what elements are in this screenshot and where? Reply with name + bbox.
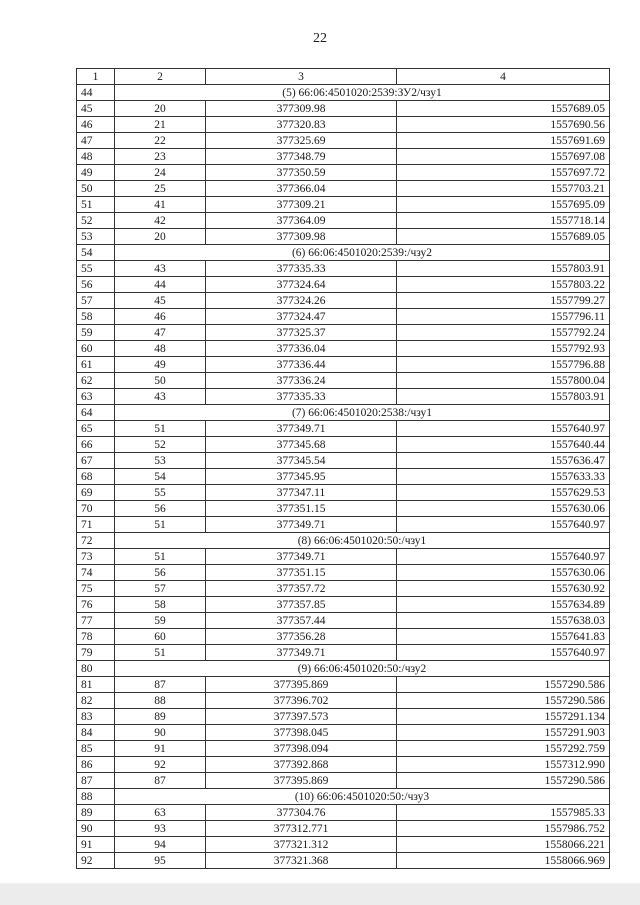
y-coordinate-cell: 1557689.05 xyxy=(397,101,610,117)
x-coordinate-cell: 377351.15 xyxy=(206,501,397,517)
x-coordinate-cell: 377396.702 xyxy=(206,693,397,709)
point-number-cell: 47 xyxy=(115,325,206,341)
row-number-cell: 71 xyxy=(77,517,115,533)
y-coordinate-cell: 1557796.88 xyxy=(397,357,610,373)
table-row xyxy=(77,357,610,373)
x-coordinate-cell: 377364.09 xyxy=(206,213,397,229)
y-coordinate-cell: 1557630.92 xyxy=(397,581,610,597)
point-number-cell: 93 xyxy=(115,821,206,837)
x-coordinate-cell: 377395.869 xyxy=(206,773,397,789)
table-row xyxy=(77,421,610,437)
y-coordinate-cell: 1557638.03 xyxy=(397,613,610,629)
x-coordinate-cell: 377349.71 xyxy=(206,549,397,565)
x-coordinate-cell: 377336.04 xyxy=(206,341,397,357)
row-number-cell: 75 xyxy=(77,581,115,597)
point-number-cell: 45 xyxy=(115,293,206,309)
point-number-cell: 53 xyxy=(115,453,206,469)
section-row xyxy=(77,405,610,421)
row-number-cell: 82 xyxy=(77,693,115,709)
point-number-cell: 25 xyxy=(115,181,206,197)
row-number-cell: 80 xyxy=(77,661,115,677)
row-number-cell: 85 xyxy=(77,741,115,757)
point-number-cell: 43 xyxy=(115,261,206,277)
row-number-cell: 47 xyxy=(77,133,115,149)
point-number-cell: 63 xyxy=(115,805,206,821)
y-coordinate-cell: 1557792.24 xyxy=(397,325,610,341)
y-coordinate-cell: 1557803.91 xyxy=(397,261,610,277)
x-coordinate-cell: 377348.79 xyxy=(206,149,397,165)
x-coordinate-cell: 377397.573 xyxy=(206,709,397,725)
table-row xyxy=(77,277,610,293)
table-row xyxy=(77,309,610,325)
point-number-cell: 94 xyxy=(115,837,206,853)
point-number-cell: 51 xyxy=(115,549,206,565)
x-coordinate-cell: 377366.04 xyxy=(206,181,397,197)
x-coordinate-cell: 377309.98 xyxy=(206,229,397,245)
row-number-cell: 86 xyxy=(77,757,115,773)
point-number-cell: 44 xyxy=(115,277,206,293)
y-coordinate-cell: 1557630.06 xyxy=(397,565,610,581)
x-coordinate-cell: 377345.95 xyxy=(206,469,397,485)
table-row xyxy=(77,389,610,405)
x-coordinate-cell: 377357.72 xyxy=(206,581,397,597)
x-coordinate-cell: 377309.98 xyxy=(206,101,397,117)
table-row xyxy=(77,517,610,533)
point-number-cell: 89 xyxy=(115,709,206,725)
point-number-cell: 50 xyxy=(115,373,206,389)
point-number-cell: 24 xyxy=(115,165,206,181)
table-row xyxy=(77,469,610,485)
row-number-cell: 88 xyxy=(77,789,115,805)
point-number-cell: 23 xyxy=(115,149,206,165)
x-coordinate-cell: 377398.094 xyxy=(206,741,397,757)
y-coordinate-cell: 1557796.11 xyxy=(397,309,610,325)
row-number-cell: 57 xyxy=(77,293,115,309)
x-coordinate-cell: 377321.312 xyxy=(206,837,397,853)
row-number-cell: 66 xyxy=(77,437,115,453)
point-number-cell: 91 xyxy=(115,741,206,757)
table-row xyxy=(77,165,610,181)
point-number-cell: 41 xyxy=(115,197,206,213)
y-coordinate-cell: 1557641.83 xyxy=(397,629,610,645)
y-coordinate-cell: 1558066.221 xyxy=(397,837,610,853)
x-coordinate-cell: 377345.54 xyxy=(206,453,397,469)
table-row xyxy=(77,117,610,133)
table-row xyxy=(77,613,610,629)
table-row xyxy=(77,645,610,661)
y-coordinate-cell: 1557312.990 xyxy=(397,757,610,773)
x-coordinate-cell: 377357.85 xyxy=(206,597,397,613)
table-row xyxy=(77,821,610,837)
row-number-cell: 58 xyxy=(77,309,115,325)
row-number-cell: 84 xyxy=(77,725,115,741)
point-number-cell: 56 xyxy=(115,501,206,517)
point-number-cell: 88 xyxy=(115,693,206,709)
y-coordinate-cell: 1557291.134 xyxy=(397,709,610,725)
x-coordinate-cell: 377325.37 xyxy=(206,325,397,341)
row-number-cell: 70 xyxy=(77,501,115,517)
point-number-cell: 54 xyxy=(115,469,206,485)
table-row xyxy=(77,773,610,789)
row-number-cell: 89 xyxy=(77,805,115,821)
point-number-cell: 55 xyxy=(115,485,206,501)
point-number-cell: 87 xyxy=(115,677,206,693)
table-row xyxy=(77,725,610,741)
y-coordinate-cell: 1557986.752 xyxy=(397,821,610,837)
y-coordinate-cell: 1557703.21 xyxy=(397,181,610,197)
row-number-cell: 51 xyxy=(77,197,115,213)
y-coordinate-cell: 1557640.97 xyxy=(397,549,610,565)
y-coordinate-cell: 1557691.69 xyxy=(397,133,610,149)
y-coordinate-cell: 1557630.06 xyxy=(397,501,610,517)
table-row xyxy=(77,453,610,469)
table-row xyxy=(77,677,610,693)
section-row xyxy=(77,85,610,101)
x-coordinate-cell: 377324.26 xyxy=(206,293,397,309)
point-number-cell: 22 xyxy=(115,133,206,149)
y-coordinate-cell: 1557697.72 xyxy=(397,165,610,181)
row-number-cell: 90 xyxy=(77,821,115,837)
table-row xyxy=(77,181,610,197)
row-number-cell: 52 xyxy=(77,213,115,229)
table-row xyxy=(77,373,610,389)
x-coordinate-cell: 377345.68 xyxy=(206,437,397,453)
point-number-cell: 49 xyxy=(115,357,206,373)
row-number-cell: 61 xyxy=(77,357,115,373)
y-coordinate-cell: 1557697.08 xyxy=(397,149,610,165)
row-number-cell: 92 xyxy=(77,853,115,869)
x-coordinate-cell: 377324.47 xyxy=(206,309,397,325)
y-coordinate-cell: 1557985.33 xyxy=(397,805,610,821)
point-number-cell: 90 xyxy=(115,725,206,741)
point-number-cell: 48 xyxy=(115,341,206,357)
section-title-cell: (7) 66:06:4501020:2538:/чзу1 xyxy=(115,405,610,421)
y-coordinate-cell: 1557290.586 xyxy=(397,773,610,789)
point-number-cell: 52 xyxy=(115,437,206,453)
y-coordinate-cell: 1558066.969 xyxy=(397,853,610,869)
x-coordinate-cell: 377356.28 xyxy=(206,629,397,645)
x-coordinate-cell: 377309.21 xyxy=(206,197,397,213)
point-number-cell: 51 xyxy=(115,421,206,437)
x-coordinate-cell: 377349.71 xyxy=(206,645,397,661)
x-coordinate-cell: 377398.045 xyxy=(206,725,397,741)
row-number-cell: 69 xyxy=(77,485,115,501)
row-number-cell: 62 xyxy=(77,373,115,389)
point-number-cell: 57 xyxy=(115,581,206,597)
row-number-cell: 55 xyxy=(77,261,115,277)
y-coordinate-cell: 1557695.09 xyxy=(397,197,610,213)
table-row xyxy=(77,629,610,645)
point-number-cell: 87 xyxy=(115,773,206,789)
row-number-cell: 56 xyxy=(77,277,115,293)
table-row xyxy=(77,149,610,165)
y-coordinate-cell: 1557634.89 xyxy=(397,597,610,613)
section-title-cell: (10) 66:06:4501020:50:/чзу3 xyxy=(115,789,610,805)
section-row xyxy=(77,661,610,677)
header-cell-1: 1 xyxy=(77,69,115,85)
row-number-cell: 74 xyxy=(77,565,115,581)
row-number-cell: 59 xyxy=(77,325,115,341)
y-coordinate-cell: 1557640.97 xyxy=(397,421,610,437)
point-number-cell: 56 xyxy=(115,565,206,581)
y-coordinate-cell: 1557792.93 xyxy=(397,341,610,357)
point-number-cell: 46 xyxy=(115,309,206,325)
row-number-cell: 79 xyxy=(77,645,115,661)
row-number-cell: 67 xyxy=(77,453,115,469)
row-number-cell: 91 xyxy=(77,837,115,853)
y-coordinate-cell: 1557291.903 xyxy=(397,725,610,741)
table-row xyxy=(77,437,610,453)
x-coordinate-cell: 377335.33 xyxy=(206,261,397,277)
table-row xyxy=(77,581,610,597)
point-number-cell: 20 xyxy=(115,229,206,245)
x-coordinate-cell: 377350.59 xyxy=(206,165,397,181)
page-number: 22 xyxy=(313,31,327,46)
y-coordinate-cell: 1557640.97 xyxy=(397,517,610,533)
section-title-cell: (5) 66:06:4501020:2539:ЗУ2/чзу1 xyxy=(115,85,610,101)
table-row xyxy=(77,565,610,581)
table-row xyxy=(77,293,610,309)
row-number-cell: 50 xyxy=(77,181,115,197)
point-number-cell: 59 xyxy=(115,613,206,629)
table-row xyxy=(77,261,610,277)
y-coordinate-cell: 1557803.22 xyxy=(397,277,610,293)
section-row xyxy=(77,789,610,805)
y-coordinate-cell: 1557292.759 xyxy=(397,741,610,757)
x-coordinate-cell: 377349.71 xyxy=(206,421,397,437)
y-coordinate-cell: 1557290.586 xyxy=(397,693,610,709)
x-coordinate-cell: 377320.83 xyxy=(206,117,397,133)
x-coordinate-cell: 377349.71 xyxy=(206,517,397,533)
row-number-cell: 44 xyxy=(77,85,115,101)
point-number-cell: 92 xyxy=(115,757,206,773)
table-row xyxy=(77,101,610,117)
row-number-cell: 49 xyxy=(77,165,115,181)
y-coordinate-cell: 1557803.91 xyxy=(397,389,610,405)
point-number-cell: 20 xyxy=(115,101,206,117)
point-number-cell: 51 xyxy=(115,517,206,533)
table-row xyxy=(77,485,610,501)
x-coordinate-cell: 377336.24 xyxy=(206,373,397,389)
table-header-row xyxy=(77,69,610,85)
table-row xyxy=(77,741,610,757)
section-row xyxy=(77,245,610,261)
row-number-cell: 54 xyxy=(77,245,115,261)
table-row xyxy=(77,213,610,229)
x-coordinate-cell: 377324.64 xyxy=(206,277,397,293)
y-coordinate-cell: 1557690.56 xyxy=(397,117,610,133)
row-number-cell: 81 xyxy=(77,677,115,693)
x-coordinate-cell: 377304.76 xyxy=(206,805,397,821)
row-number-cell: 64 xyxy=(77,405,115,421)
table-row xyxy=(77,597,610,613)
section-title-cell: (6) 66:06:4501020:2539:/чзу2 xyxy=(115,245,610,261)
row-number-cell: 68 xyxy=(77,469,115,485)
table-row xyxy=(77,133,610,149)
coordinates-table-body xyxy=(77,69,610,869)
table-row xyxy=(77,229,610,245)
coordinates-table xyxy=(76,68,610,869)
y-coordinate-cell: 1557636.47 xyxy=(397,453,610,469)
table-row xyxy=(77,549,610,565)
row-number-cell: 73 xyxy=(77,549,115,565)
y-coordinate-cell: 1557718.14 xyxy=(397,213,610,229)
row-number-cell: 78 xyxy=(77,629,115,645)
x-coordinate-cell: 377392.868 xyxy=(206,757,397,773)
row-number-cell: 46 xyxy=(77,117,115,133)
table-row xyxy=(77,693,610,709)
x-coordinate-cell: 377321.368 xyxy=(206,853,397,869)
row-number-cell: 72 xyxy=(77,533,115,549)
row-number-cell: 53 xyxy=(77,229,115,245)
header-cell-3: 3 xyxy=(206,69,397,85)
table-row xyxy=(77,341,610,357)
section-title-cell: (9) 66:06:4501020:50:/чзу2 xyxy=(115,661,610,677)
y-coordinate-cell: 1557689.05 xyxy=(397,229,610,245)
row-number-cell: 63 xyxy=(77,389,115,405)
point-number-cell: 95 xyxy=(115,853,206,869)
y-coordinate-cell: 1557290.586 xyxy=(397,677,610,693)
row-number-cell: 48 xyxy=(77,149,115,165)
table-row xyxy=(77,197,610,213)
y-coordinate-cell: 1557640.44 xyxy=(397,437,610,453)
row-number-cell: 83 xyxy=(77,709,115,725)
point-number-cell: 51 xyxy=(115,645,206,661)
point-number-cell: 60 xyxy=(115,629,206,645)
table-row xyxy=(77,709,610,725)
x-coordinate-cell: 377395.869 xyxy=(206,677,397,693)
section-title-cell: (8) 66:06:4501020:50:/чзу1 xyxy=(115,533,610,549)
y-coordinate-cell: 1557640.97 xyxy=(397,645,610,661)
table-row xyxy=(77,325,610,341)
row-number-cell: 87 xyxy=(77,773,115,789)
header-cell-4: 4 xyxy=(397,69,610,85)
y-coordinate-cell: 1557799.27 xyxy=(397,293,610,309)
table-row xyxy=(77,837,610,853)
row-number-cell: 77 xyxy=(77,613,115,629)
point-number-cell: 42 xyxy=(115,213,206,229)
x-coordinate-cell: 377357.44 xyxy=(206,613,397,629)
table-row xyxy=(77,805,610,821)
point-number-cell: 43 xyxy=(115,389,206,405)
y-coordinate-cell: 1557629.53 xyxy=(397,485,610,501)
x-coordinate-cell: 377312.771 xyxy=(206,821,397,837)
scan-bottom-edge xyxy=(0,883,640,905)
x-coordinate-cell: 377351.15 xyxy=(206,565,397,581)
row-number-cell: 76 xyxy=(77,597,115,613)
point-number-cell: 21 xyxy=(115,117,206,133)
table-row xyxy=(77,853,610,869)
table-row xyxy=(77,501,610,517)
point-number-cell: 58 xyxy=(115,597,206,613)
row-number-cell: 45 xyxy=(77,101,115,117)
x-coordinate-cell: 377347.11 xyxy=(206,485,397,501)
y-coordinate-cell: 1557633.33 xyxy=(397,469,610,485)
table-row xyxy=(77,757,610,773)
y-coordinate-cell: 1557800.04 xyxy=(397,373,610,389)
x-coordinate-cell: 377335.33 xyxy=(206,389,397,405)
x-coordinate-cell: 377325.69 xyxy=(206,133,397,149)
x-coordinate-cell: 377336.44 xyxy=(206,357,397,373)
row-number-cell: 65 xyxy=(77,421,115,437)
header-cell-2: 2 xyxy=(115,69,206,85)
section-row xyxy=(77,533,610,549)
row-number-cell: 60 xyxy=(77,341,115,357)
